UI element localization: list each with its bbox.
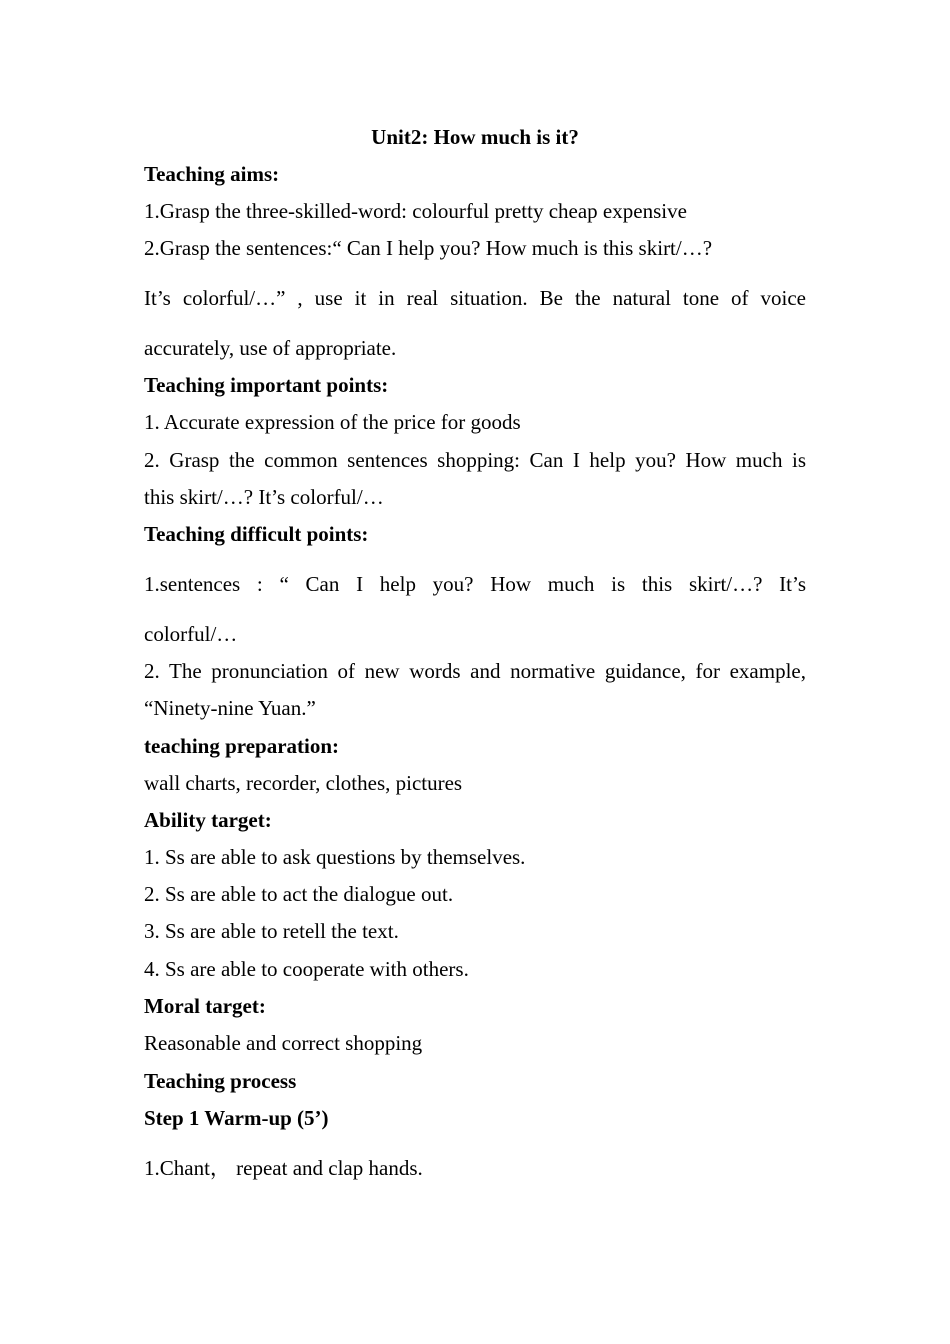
moral-target-text: Reasonable and correct shopping [144,1031,423,1055]
ability-target-4: 4. Ss are able to cooperate with others. [144,957,469,981]
teaching-process-heading: Teaching process [144,1069,297,1093]
preparation-heading: teaching preparation: [144,734,340,758]
ability-target-heading: Ability target: [144,808,272,832]
difficult-points-heading: Teaching difficult points: [144,522,369,546]
preparation-text: wall charts, recorder, clothes, pictures [144,771,463,795]
important-point-2-continuation: this skirt/…? It’s colorful/… [144,485,384,509]
aims-heading: Teaching aims: [144,162,280,186]
aims-item-2-end: accurately, use of appropriate. [144,336,397,360]
difficult-point-1: 1.sentences : “ Can I help you? How much is this skirt/…? It’s [144,572,806,596]
ability-target-1: 1. Ss are able to ask questions by themselves. [144,845,526,869]
aims-item-2: 2.Grasp the sentences:“ Can I help you? How much is this skirt/…? [144,236,713,260]
aims-item-2-continuation: It’s colorful/…” , use it in real situation. Be the natural tone of voice [144,286,806,310]
step-1-heading: Step 1 Warm-up (5’) [144,1106,329,1130]
document-title: Unit2: How much is it? [371,125,579,149]
important-point-1: 1. Accurate expression of the price for goods [144,410,521,434]
step-1-item-1: 1.Chant， repeat and clap hands. [144,1156,423,1180]
aims-item-1: 1.Grasp the three-skilled-word: colourful pretty cheap expensive [144,199,687,223]
moral-target-heading: Moral target: [144,994,266,1018]
important-points-heading: Teaching important points: [144,373,389,397]
difficult-point-2: 2. The pronunciation of new words and normative guidance, for example, [144,659,806,683]
difficult-point-2-continuation: “Ninety-nine Yuan.” [144,696,316,720]
difficult-point-1-continuation: colorful/… [144,622,238,646]
ability-target-3: 3. Ss are able to retell the text. [144,919,399,943]
ability-target-2: 2. Ss are able to act the dialogue out. [144,882,454,906]
important-point-2: 2. Grasp the common sentences shopping: Can I help you? How much is [144,448,806,472]
